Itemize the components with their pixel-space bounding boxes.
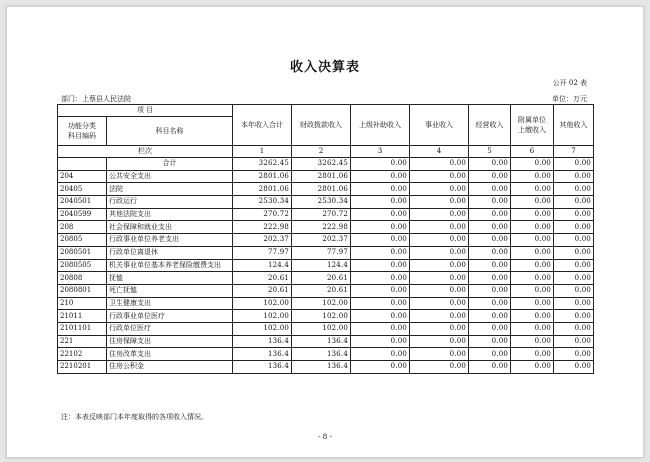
row-value-col2: 102.00 bbox=[292, 310, 351, 323]
row-value-col6: 0.00 bbox=[511, 221, 554, 234]
income-table bbox=[57, 104, 594, 374]
row-value-col4: 0.00 bbox=[410, 310, 469, 323]
row-value-col3: 0.00 bbox=[351, 361, 410, 374]
row-value-col2: 222.98 bbox=[292, 221, 351, 234]
row-value-col5: 0.00 bbox=[469, 348, 511, 361]
row-value-col7: 0.00 bbox=[554, 272, 594, 285]
table-row bbox=[58, 310, 594, 323]
table-row bbox=[58, 284, 594, 297]
col-num-6: 6 bbox=[511, 146, 554, 158]
row-label-cell: 栏次 bbox=[58, 146, 233, 158]
row-value-col3: 0.00 bbox=[351, 348, 410, 361]
row-name: 住房公积金 bbox=[107, 361, 233, 374]
row-value-col6: 0.00 bbox=[511, 297, 554, 310]
row-value-col7: 0.00 bbox=[554, 310, 594, 323]
row-value-col2: 136.4 bbox=[292, 361, 351, 374]
row-name: 公共安全支出 bbox=[107, 170, 233, 183]
row-value-col4: 0.00 bbox=[410, 158, 469, 171]
row-value-col6: 0.00 bbox=[511, 158, 554, 171]
row-value-col7: 0.00 bbox=[554, 259, 594, 272]
row-value-col5: 0.00 bbox=[469, 158, 511, 171]
table-row bbox=[58, 158, 594, 171]
row-value-col4: 0.00 bbox=[410, 208, 469, 221]
col-num-1: 1 bbox=[233, 146, 292, 158]
col-num-3: 3 bbox=[351, 146, 410, 158]
col-num-7: 7 bbox=[554, 146, 594, 158]
row-value-col6: 0.00 bbox=[511, 361, 554, 374]
row-value-col3: 0.00 bbox=[351, 322, 410, 335]
row-value-col1: 136.4 bbox=[233, 361, 292, 374]
row-value-col2: 77.97 bbox=[292, 246, 351, 259]
table-row bbox=[58, 361, 594, 374]
row-value-col3: 0.00 bbox=[351, 221, 410, 234]
row-code: 2080501 bbox=[58, 246, 107, 259]
row-value-col3: 0.00 bbox=[351, 234, 410, 247]
table-row bbox=[58, 246, 594, 259]
row-value-col6: 0.00 bbox=[511, 348, 554, 361]
row-value-col4: 0.00 bbox=[410, 183, 469, 196]
row-value-col4: 0.00 bbox=[410, 322, 469, 335]
page-number: - 8 - bbox=[318, 433, 332, 441]
row-code: 208 bbox=[58, 221, 107, 234]
business-header: 事业收入 bbox=[410, 105, 469, 146]
row-value-col3: 0.00 bbox=[351, 335, 410, 348]
row-value-col2: 2801.06 bbox=[292, 170, 351, 183]
project-header: 项 目 bbox=[58, 105, 233, 117]
row-value-col1: 202.37 bbox=[233, 234, 292, 247]
row-value-col3: 0.00 bbox=[351, 208, 410, 221]
row-value-col2: 124.4 bbox=[292, 259, 351, 272]
row-value-col2: 102.00 bbox=[292, 322, 351, 335]
row-value-col7: 0.00 bbox=[554, 221, 594, 234]
row-value-col6: 0.00 bbox=[511, 310, 554, 323]
row-code: 2040501 bbox=[58, 196, 107, 209]
table-row bbox=[58, 170, 594, 183]
row-code: 20805 bbox=[58, 234, 107, 247]
row-value-col4: 0.00 bbox=[410, 259, 469, 272]
operating-header: 经营收入 bbox=[469, 105, 511, 146]
row-value-col5: 0.00 bbox=[469, 310, 511, 323]
row-code: 2040599 bbox=[58, 208, 107, 221]
row-name: 住房改革支出 bbox=[107, 348, 233, 361]
row-value-col6: 0.00 bbox=[511, 183, 554, 196]
row-name: 卫生健康支出 bbox=[107, 297, 233, 310]
header-row-project bbox=[58, 105, 594, 117]
table-row bbox=[58, 259, 594, 272]
row-name: 行政事业单位养老支出 bbox=[107, 234, 233, 247]
row-value-col7: 0.00 bbox=[554, 297, 594, 310]
affiliated-header: 附属单位 上缴收入 bbox=[511, 105, 554, 146]
row-code: 20808 bbox=[58, 272, 107, 285]
row-value-col1: 102.00 bbox=[233, 310, 292, 323]
col-num-5: 5 bbox=[469, 146, 511, 158]
table-row bbox=[58, 196, 594, 209]
row-value-col2: 270.72 bbox=[292, 208, 351, 221]
row-value-col3: 0.00 bbox=[351, 246, 410, 259]
total-header: 本年收入合计 bbox=[233, 105, 292, 146]
row-value-col2: 202.37 bbox=[292, 234, 351, 247]
table-row bbox=[58, 234, 594, 247]
row-value-col4: 0.00 bbox=[410, 297, 469, 310]
row-name: 行政事业单位医疗 bbox=[107, 310, 233, 323]
row-value-col2: 3262.45 bbox=[292, 158, 351, 171]
row-value-col7: 0.00 bbox=[554, 183, 594, 196]
row-value-col3: 0.00 bbox=[351, 297, 410, 310]
row-name: 机关事业单位基本养老保险缴费支出 bbox=[107, 259, 233, 272]
row-name: 行政运行 bbox=[107, 196, 233, 209]
row-value-col5: 0.00 bbox=[469, 234, 511, 247]
row-value-col5: 0.00 bbox=[469, 196, 511, 209]
row-value-col6: 0.00 bbox=[511, 322, 554, 335]
row-value-col3: 0.00 bbox=[351, 158, 410, 171]
row-code: 2080505 bbox=[58, 259, 107, 272]
row-code: 210 bbox=[58, 297, 107, 310]
row-value-col5: 0.00 bbox=[469, 297, 511, 310]
row-value-col6: 0.00 bbox=[511, 259, 554, 272]
row-value-col4: 0.00 bbox=[410, 196, 469, 209]
row-code: 204 bbox=[58, 170, 107, 183]
row-value-col4: 0.00 bbox=[410, 272, 469, 285]
row-name: 社会保障和就业支出 bbox=[107, 221, 233, 234]
row-value-col3: 0.00 bbox=[351, 170, 410, 183]
table-row bbox=[58, 221, 594, 234]
row-value-col1: 124.4 bbox=[233, 259, 292, 272]
func-code-header: 功能分类 科目编码 bbox=[58, 117, 107, 146]
row-name: 行政单位医疗 bbox=[107, 322, 233, 335]
row-value-col4: 0.00 bbox=[410, 170, 469, 183]
row-value-col6: 0.00 bbox=[511, 170, 554, 183]
row-value-col1: 20.61 bbox=[233, 284, 292, 297]
row-value-col1: 102.00 bbox=[233, 297, 292, 310]
table-row bbox=[58, 322, 594, 335]
row-value-col3: 0.00 bbox=[351, 272, 410, 285]
row-code: 22102 bbox=[58, 348, 107, 361]
row-value-col7: 0.00 bbox=[554, 348, 594, 361]
row-value-col6: 0.00 bbox=[511, 246, 554, 259]
row-value-col4: 0.00 bbox=[410, 335, 469, 348]
row-value-col4: 0.00 bbox=[410, 361, 469, 374]
row-value-col2: 136.4 bbox=[292, 335, 351, 348]
table-row bbox=[58, 183, 594, 196]
row-value-col1: 2801.06 bbox=[233, 183, 292, 196]
row-value-col1: 77.97 bbox=[233, 246, 292, 259]
row-value-col5: 0.00 bbox=[469, 221, 511, 234]
row-value-col6: 0.00 bbox=[511, 234, 554, 247]
row-value-col6: 0.00 bbox=[511, 208, 554, 221]
row-value-col5: 0.00 bbox=[469, 322, 511, 335]
row-value-col4: 0.00 bbox=[410, 234, 469, 247]
row-value-col5: 0.00 bbox=[469, 284, 511, 297]
row-value-col7: 0.00 bbox=[554, 234, 594, 247]
row-value-col3: 0.00 bbox=[351, 196, 410, 209]
table-row bbox=[58, 335, 594, 348]
footnote: 注：本表反映部门本年度取得的各项收入情况。 bbox=[61, 413, 208, 421]
row-value-col7: 0.00 bbox=[554, 335, 594, 348]
row-value-col4: 0.00 bbox=[410, 246, 469, 259]
row-value-col1: 2530.34 bbox=[233, 196, 292, 209]
upper-header: 上级补助收入 bbox=[351, 105, 410, 146]
row-code bbox=[58, 158, 107, 171]
row-name: 死亡抚恤 bbox=[107, 284, 233, 297]
row-value-col4: 0.00 bbox=[410, 221, 469, 234]
row-value-col6: 0.00 bbox=[511, 272, 554, 285]
table-row bbox=[58, 297, 594, 310]
page-title: 收入决算表 bbox=[289, 60, 360, 75]
row-value-col3: 0.00 bbox=[351, 284, 410, 297]
row-name: 抚恤 bbox=[107, 272, 233, 285]
row-code: 221 bbox=[58, 335, 107, 348]
row-value-col2: 102.00 bbox=[292, 297, 351, 310]
row-name: 行政单位离退休 bbox=[107, 246, 233, 259]
table-row bbox=[58, 208, 594, 221]
fiscal-header: 财政拨款收入 bbox=[292, 105, 351, 146]
row-name: 其他法院支出 bbox=[107, 208, 233, 221]
row-value-col1: 3262.45 bbox=[233, 158, 292, 171]
header-row-numbers bbox=[58, 146, 594, 158]
row-code: 2080801 bbox=[58, 284, 107, 297]
row-value-col1: 136.4 bbox=[233, 335, 292, 348]
row-value-col7: 0.00 bbox=[554, 158, 594, 171]
row-code: 2210201 bbox=[58, 361, 107, 374]
other-header: 其他收入 bbox=[554, 105, 594, 146]
row-value-col2: 136.4 bbox=[292, 348, 351, 361]
row-value-col7: 0.00 bbox=[554, 196, 594, 209]
row-value-col5: 0.00 bbox=[469, 170, 511, 183]
row-value-col5: 0.00 bbox=[469, 259, 511, 272]
row-value-col5: 0.00 bbox=[469, 208, 511, 221]
row-name: 合计 bbox=[107, 158, 233, 171]
row-value-col6: 0.00 bbox=[511, 335, 554, 348]
row-name: 法院 bbox=[107, 183, 233, 196]
row-value-col1: 102.00 bbox=[233, 322, 292, 335]
subject-name-header: 科目名称 bbox=[107, 117, 233, 146]
row-value-col3: 0.00 bbox=[351, 259, 410, 272]
row-value-col1: 270.72 bbox=[233, 208, 292, 221]
row-value-col5: 0.00 bbox=[469, 361, 511, 374]
row-value-col1: 20.61 bbox=[233, 272, 292, 285]
row-value-col4: 0.00 bbox=[410, 284, 469, 297]
row-value-col6: 0.00 bbox=[511, 284, 554, 297]
row-value-col7: 0.00 bbox=[554, 322, 594, 335]
row-value-col4: 0.00 bbox=[410, 348, 469, 361]
row-value-col7: 0.00 bbox=[554, 170, 594, 183]
row-value-col2: 2801.06 bbox=[292, 183, 351, 196]
row-value-col1: 222.98 bbox=[233, 221, 292, 234]
col-num-2: 2 bbox=[292, 146, 351, 158]
row-name: 住房保障支出 bbox=[107, 335, 233, 348]
table-row bbox=[58, 348, 594, 361]
row-value-col3: 0.00 bbox=[351, 183, 410, 196]
row-value-col2: 20.61 bbox=[292, 272, 351, 285]
row-value-col7: 0.00 bbox=[554, 246, 594, 259]
document-page bbox=[6, 6, 644, 458]
row-value-col7: 0.00 bbox=[554, 208, 594, 221]
row-value-col5: 0.00 bbox=[469, 246, 511, 259]
row-code: 2101101 bbox=[58, 322, 107, 335]
row-value-col5: 0.00 bbox=[469, 183, 511, 196]
row-value-col6: 0.00 bbox=[511, 196, 554, 209]
form-code: 公开 02 表 bbox=[552, 79, 587, 87]
row-code: 21011 bbox=[58, 310, 107, 323]
row-value-col1: 2801.06 bbox=[233, 170, 292, 183]
row-code: 20405 bbox=[58, 183, 107, 196]
row-value-col5: 0.00 bbox=[469, 272, 511, 285]
row-value-col3: 0.00 bbox=[351, 310, 410, 323]
row-value-col7: 0.00 bbox=[554, 284, 594, 297]
row-value-col5: 0.00 bbox=[469, 335, 511, 348]
row-value-col1: 136.4 bbox=[233, 348, 292, 361]
unit-label: 单位：万元 bbox=[552, 95, 587, 103]
table-row bbox=[58, 272, 594, 285]
row-value-col2: 2530.34 bbox=[292, 196, 351, 209]
row-value-col7: 0.00 bbox=[554, 361, 594, 374]
row-value-col2: 20.61 bbox=[292, 284, 351, 297]
col-num-4: 4 bbox=[410, 146, 469, 158]
department-label: 部门：上蔡县人民法院 bbox=[61, 95, 131, 103]
